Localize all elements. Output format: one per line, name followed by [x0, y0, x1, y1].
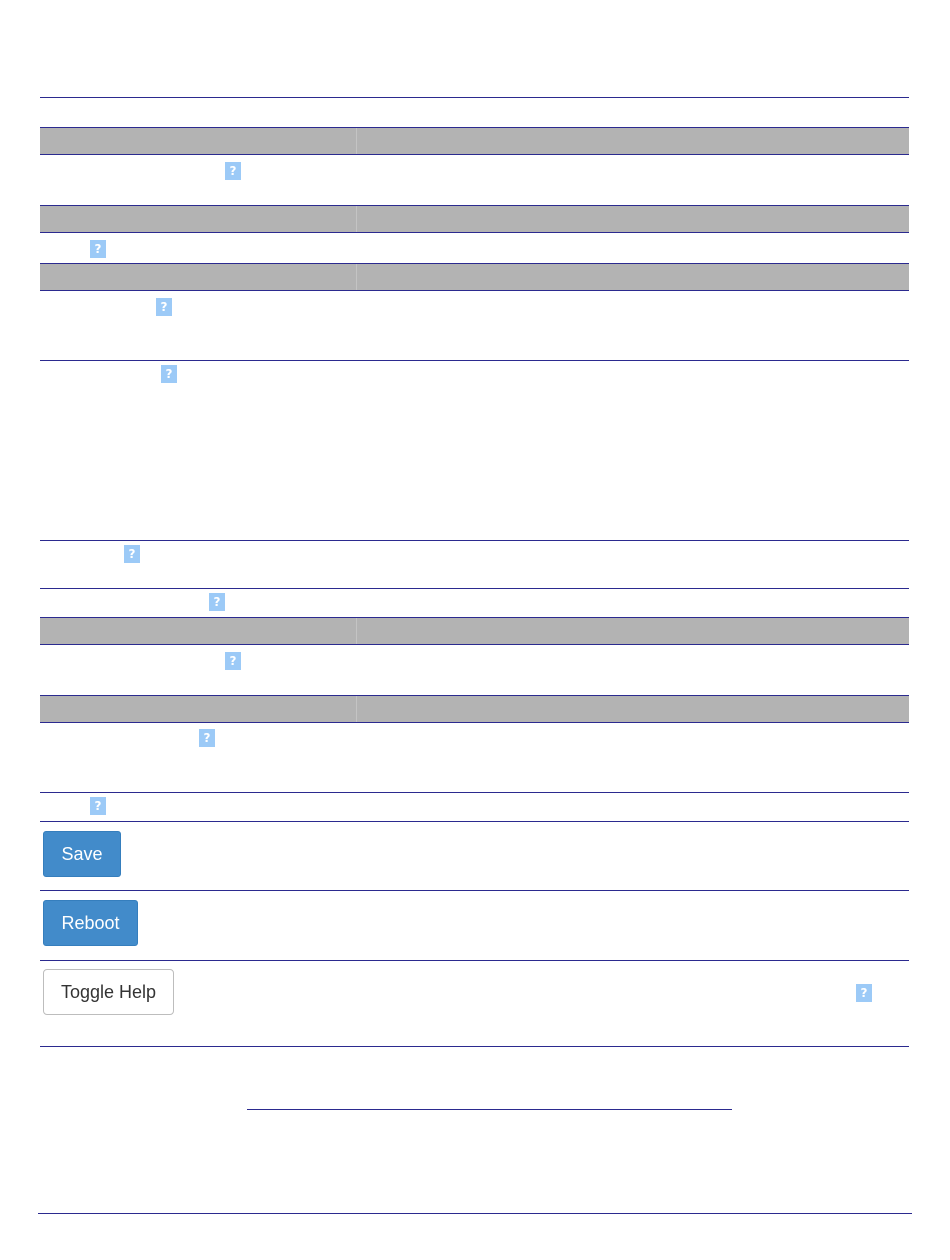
- toggle-help-button[interactable]: Toggle Help: [43, 969, 174, 1015]
- row-divider: [40, 588, 909, 589]
- bottom-rule: [40, 1046, 909, 1047]
- help-icon[interactable]: ?: [90, 797, 106, 815]
- help-icon[interactable]: ?: [856, 984, 872, 1002]
- section-header-band: [40, 127, 909, 155]
- help-icon[interactable]: ?: [90, 240, 106, 258]
- band-column-divider: [356, 206, 357, 232]
- help-icon[interactable]: ?: [124, 545, 140, 563]
- help-icon[interactable]: ?: [225, 652, 241, 670]
- section-header-band: [40, 695, 909, 723]
- row-divider: [40, 821, 909, 822]
- help-icon[interactable]: ?: [209, 593, 225, 611]
- top-rule: [40, 97, 909, 98]
- help-icon[interactable]: ?: [225, 162, 241, 180]
- row-divider: [40, 792, 909, 793]
- row-divider: [40, 540, 909, 541]
- help-icon[interactable]: ?: [161, 365, 177, 383]
- row-divider: [40, 890, 909, 891]
- band-column-divider: [356, 264, 357, 290]
- footer-link[interactable]: [247, 1109, 732, 1110]
- row-divider: [40, 960, 909, 961]
- help-icon[interactable]: ?: [199, 729, 215, 747]
- row-divider: [40, 360, 909, 361]
- reboot-button[interactable]: Reboot: [43, 900, 138, 946]
- help-icon[interactable]: ?: [156, 298, 172, 316]
- band-column-divider: [356, 618, 357, 644]
- page-bottom-rule: [38, 1213, 912, 1214]
- section-header-band: [40, 205, 909, 233]
- band-column-divider: [356, 128, 357, 154]
- save-button[interactable]: Save: [43, 831, 121, 877]
- section-header-band: [40, 263, 909, 291]
- section-header-band: [40, 617, 909, 645]
- band-column-divider: [356, 696, 357, 722]
